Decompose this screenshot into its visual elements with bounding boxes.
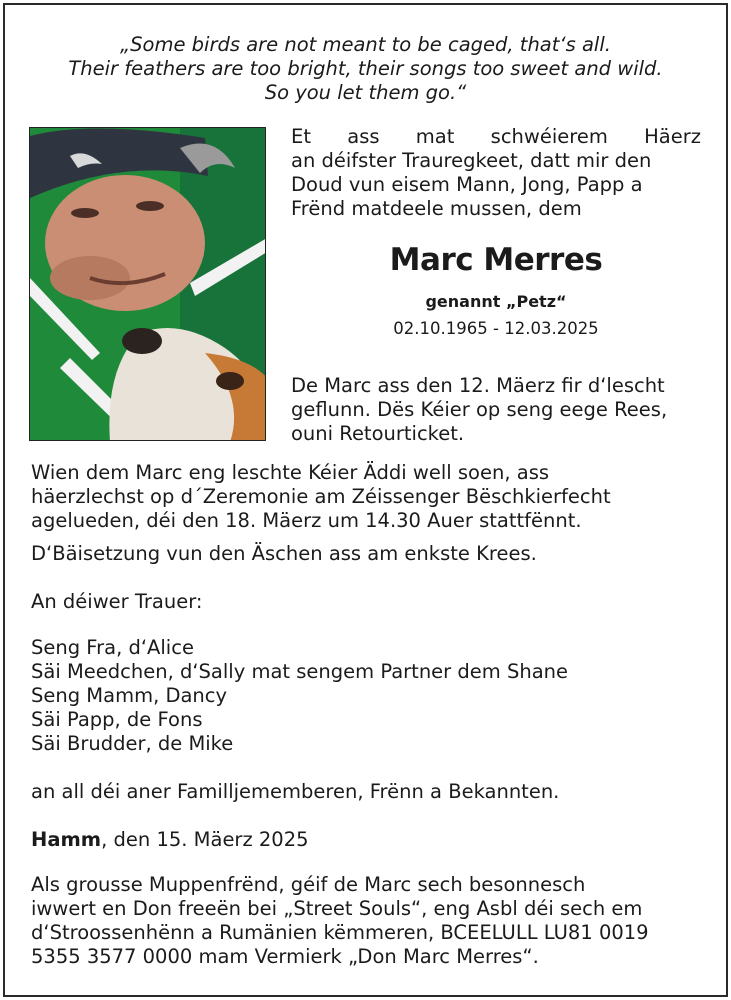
- intro-line: an déifster Trauregkeet, datt mir den: [291, 149, 652, 172]
- quote-line: „Some birds are not meant to be caged, that‘s all.: [120, 33, 611, 56]
- burial-text: D‘Bäisetzung vun den Äschen ass am enkste Krees.: [31, 542, 537, 565]
- mourners-list: [31, 636, 711, 756]
- dog-nose: [122, 328, 162, 354]
- mourner-item: Seng Mamm, Dancy: [31, 684, 228, 707]
- deceased-nickname: genannt „Petz“: [425, 292, 567, 311]
- date-text: , den 15. Mäerz 2025: [101, 828, 309, 851]
- passing-line: ouni Retourticket.: [291, 422, 465, 445]
- dog-eye: [216, 372, 244, 390]
- opening-quote: [20, 33, 711, 105]
- portrait-illustration: [30, 128, 266, 441]
- passing-line: De Marc ass den 12. Mäerz fir d‘lescht: [291, 374, 665, 397]
- place-date: [31, 828, 711, 852]
- mourner-item: Säi Meedchen, d‘Sally mat sengem Partner dem Shane: [31, 660, 569, 683]
- ceremony-line: häerzlechst op d´Zeremonie am Zéissenger Bëschkierfecht: [31, 485, 611, 508]
- eye-icon: [71, 208, 99, 218]
- portrait-photo: [29, 127, 266, 441]
- mourners-closing: an all déi aner Familljememberen, Frënn a Bekannten.: [31, 780, 560, 803]
- mourner-item: Säi Papp, de Fons: [31, 708, 203, 731]
- passing-line: geflunn. Dës Kéier op seng eege Rees,: [291, 398, 668, 421]
- place-name: Hamm: [31, 828, 102, 851]
- donation-line: iwwert en Don freeën bei „Street Souls“, eng Asbl déi sech em: [31, 897, 643, 920]
- donation-text: [31, 873, 711, 969]
- ceremony-line: Wien dem Marc eng leschte Kéier Äddi well soen, ass: [31, 461, 550, 484]
- eye-icon: [136, 201, 164, 211]
- passing-text: [291, 374, 711, 446]
- mourners-heading: An déiwer Trauer:: [31, 590, 203, 613]
- mourner-item: Säi Brudder, de Mike: [31, 732, 234, 755]
- quote-line: So you let them go.“: [264, 81, 467, 104]
- donation-line: d‘Stroossenhënn a Rumänien këmmeren, BCEELULL LU81 0019: [31, 921, 649, 944]
- donation-line: 5355 3577 0000 mam Vermierk „Don Marc Merres“.: [31, 945, 539, 968]
- intro-line: Frënd matdeele mussen, dem: [291, 197, 582, 220]
- ceremony-line: agelueden, déi den 18. Mäerz um 14.30 Auer stattfënnt.: [31, 509, 582, 532]
- donation-line: Als grousse Muppenfrënd, géif de Marc sech besonnesch: [31, 873, 586, 896]
- intro-line: Et ass mat schwéierem Häerz: [291, 125, 701, 148]
- mourner-item: Seng Fra, d‘Alice: [31, 636, 194, 659]
- intro-text: [291, 125, 701, 221]
- ceremony-text: [31, 461, 711, 533]
- intro-line: Doud vun eisem Mann, Jong, Papp a: [291, 173, 643, 196]
- life-dates: 02.10.1965 - 12.03.2025: [393, 319, 599, 338]
- deceased-name: Marc Merres: [389, 242, 603, 278]
- quote-line: Their feathers are too bright, their songs too sweet and wild.: [68, 57, 663, 80]
